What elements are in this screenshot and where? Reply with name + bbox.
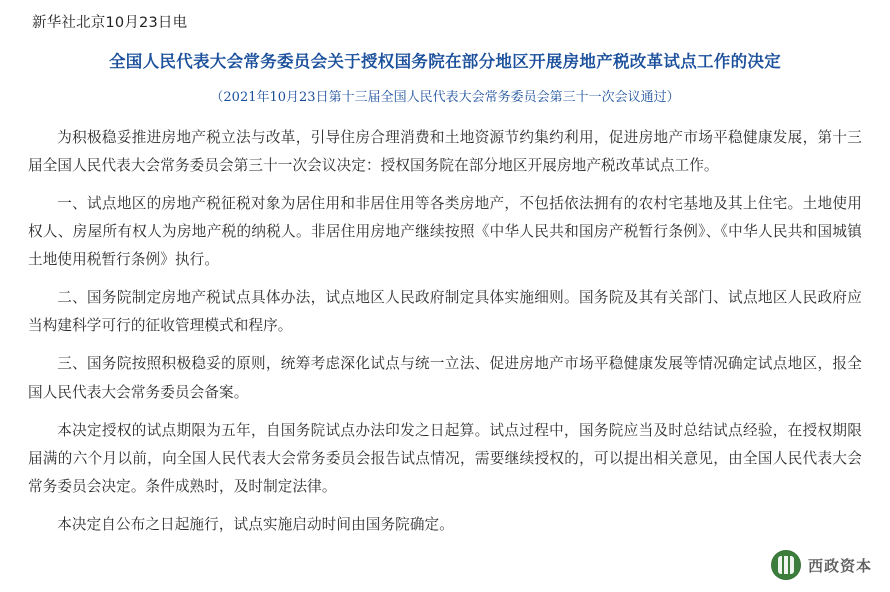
watermark bbox=[771, 550, 872, 580]
document-subtitle: （2021年10月23日第十三届全国人民代表大会常务委员会第三十一次会议通过） bbox=[210, 89, 680, 105]
paragraph: 为积极稳妥推进房地产税立法与改革，引导住房合理消费和土地资源节约集约利用，促进房地产市场平稳健康发展，第十三届全国人民代表大会常务委员会第三十一次会议决定：授权国务院在部分地区开展房地产税改革试点工作。 bbox=[28, 129, 862, 175]
watermark-label: 西政资本 bbox=[807, 556, 872, 575]
paragraph: 二、国务院制定房地产税试点具体办法，试点地区人民政府制定具体实施细则。国务院及其有关部门、试点地区人民政府应当构建科学可行的征收管理模式和程序。 bbox=[28, 289, 862, 335]
paragraph: 本决定自公布之日起施行，试点实施启动时间由国务院确定。 bbox=[57, 515, 454, 533]
paragraph: 本决定授权的试点期限为五年，自国务院试点办法印发之日起算。试点过程中，国务院应当及时总结试点经验，在授权期限届满的六个月以前，向全国人民代表大会常务委员会报告试点情况，需要继续授权的，可以提出相关意见，由全国人民代表大会常务委员会决定。条件成熟时，及时制定法律。 bbox=[28, 421, 862, 495]
book-logo-icon bbox=[771, 550, 801, 580]
paragraph: 三、国务院按照积极稳妥的原则，统筹考虑深化试点与统一立法、促进房地产市场平稳健康发展等情况确定试点地区，报全国人民代表大会常务委员会备案。 bbox=[28, 355, 862, 401]
page-title: 全国人民代表大会常务委员会关于授权国务院在部分地区开展房地产税改革试点工作的决定 bbox=[109, 52, 781, 72]
paragraph: 一、试点地区的房地产税征税对象为居住用和非居住用等各类房地产，不包括依法拥有的农村宅基地及其上住宅。土地使用权人、房屋所有权人为房地产税的纳税人。非居住用房地产继续按照《中华人民共和国房产税暂行条例》、《中华人民共和国城镇土地使用税暂行条例》执行。 bbox=[28, 195, 862, 269]
dateline: 新华社北京10月23日电 bbox=[32, 15, 188, 31]
